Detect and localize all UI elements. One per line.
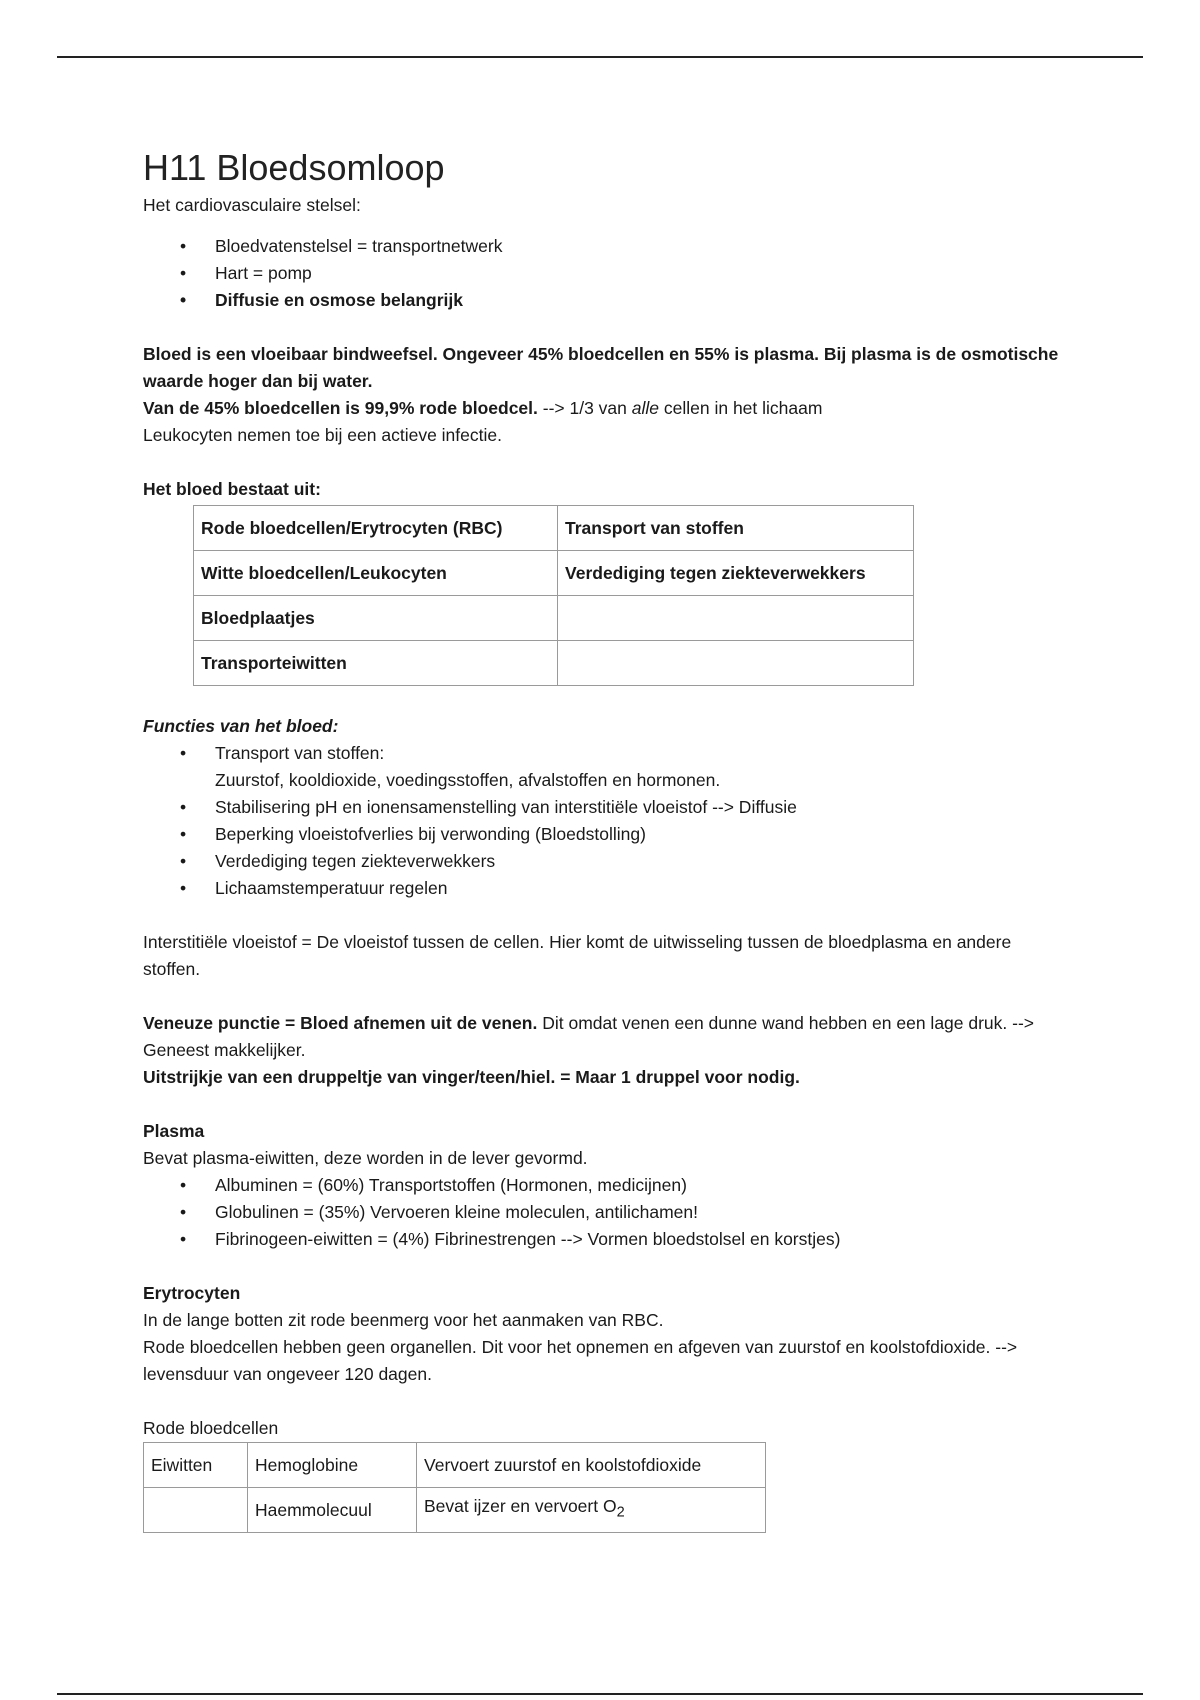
header-rule	[57, 56, 1143, 58]
list-item: • Globulinen = (35%) Vervoeren kleine moleculen, antilichamen!	[143, 1199, 1063, 1226]
table-row	[144, 1443, 766, 1488]
table-row	[144, 1488, 766, 1533]
rbc-table	[143, 1442, 766, 1533]
table-row	[194, 596, 914, 641]
table-cell	[558, 596, 914, 641]
table-row	[194, 641, 914, 686]
table-cell: Hemoglobine	[248, 1443, 417, 1488]
table-cell: Rode bloedcellen/Erytrocyten (RBC)	[194, 506, 558, 551]
table-cell: Transporteiwitten	[194, 641, 558, 686]
list-item: • Albuminen = (60%) Transportstoffen (Hormonen, medicijnen)	[143, 1172, 1063, 1199]
functions-heading: Functies van het bloed:	[143, 716, 339, 736]
list-item: • Hart = pomp	[143, 260, 1063, 287]
table-cell: Transport van stoffen	[558, 506, 914, 551]
table-cell	[144, 1488, 248, 1533]
list-item: • Lichaamstemperatuur regelen	[143, 875, 1063, 902]
table-cell: Haemmolecuul	[248, 1488, 417, 1533]
smear-text: Uitstrijkje van een druppeltje van vinger/teen/hiel. = Maar 1 druppel voor nodig.	[143, 1067, 800, 1087]
footer-rule	[57, 1693, 1143, 1695]
rbc-table-caption: Rode bloedcellen	[143, 1418, 279, 1438]
table-cell: Bevat ijzer en vervoert $O_2$	[417, 1488, 766, 1533]
list-item: • Beperking vloeistofverlies bij verwonding (Bloedstolling)	[143, 821, 1063, 848]
page-title: H11 Bloedsomloop	[143, 147, 445, 188]
erythrocytes-line1: In de lange botten zit rode beenmerg voor het aanmaken van RBC.	[143, 1310, 664, 1330]
blood-table-heading: Het bloed bestaat uit:	[143, 479, 321, 499]
table-cell: Eiwitten	[144, 1443, 248, 1488]
table-row	[194, 551, 914, 596]
list-item: • Verdediging tegen ziekteverwekkers	[143, 848, 1063, 875]
plasma-list	[143, 1172, 1063, 1253]
venous-text: Veneuze punctie = Bloed afnemen uit de venen. Dit omdat venen een dunne wand hebben en een lage druk. --> Geneest makkelijker.	[143, 1013, 1035, 1060]
leukocyte-line: Leukocyten nemen toe bij een actieve infectie.	[143, 425, 502, 445]
table-cell: Vervoert zuurstof en koolstofdioxide	[417, 1443, 766, 1488]
intro-text: Het cardiovasculaire stelsel:	[143, 195, 361, 215]
blood-cells-line: Van de 45% bloedcellen is 99,9% rode bloedcel. --> 1/3 van alle cellen in het lichaam	[143, 398, 823, 418]
table-row	[194, 506, 914, 551]
table-cell: Verdediging tegen ziekteverwekkers	[558, 551, 914, 596]
table-cell: Witte bloedcellen/Leukocyten	[194, 551, 558, 596]
list-item: • Diffusie en osmose belangrijk	[143, 287, 1063, 314]
list-item: • Stabilisering pH en ionensamenstelling van interstitiële vloeistof --> Diffusie	[143, 794, 1063, 821]
system-list	[143, 233, 1063, 314]
list-item: • Fibrinogeen-eiwitten = (4%) Fibrinestrengen --> Vormen bloedstolsel en korstjes)	[143, 1226, 1063, 1253]
plasma-heading: Plasma	[143, 1121, 205, 1141]
list-item: • Transport van stoffen: Zuurstof, kooldioxide, voedingsstoffen, afvalstoffen en hormonen.	[143, 740, 1063, 794]
blood-definition: Bloed is een vloeibaar bindweefsel. Ongeveer 45% bloedcellen en 55% is plasma. Bij plasma is de osmotische waarde hoger dan bij water.	[143, 344, 1059, 391]
erythrocytes-heading: Erytrocyten	[143, 1283, 241, 1303]
table-cell: Bloedplaatjes	[194, 596, 558, 641]
document-body	[143, 144, 1063, 1533]
functions-list	[143, 740, 1063, 902]
erythrocytes-line2: Rode bloedcellen hebben geen organellen. Dit voor het opnemen en afgeven van zuurstof en koolstofdioxide. --> levensduur van ongeveer 120 dagen.	[143, 1337, 1018, 1384]
blood-components-table	[193, 505, 914, 686]
table-cell	[558, 641, 914, 686]
interstitial-text: Interstitiële vloeistof = De vloeistof tussen de cellen. Hier komt de uitwisseling tussen de bloedplasma en andere stoffen.	[143, 932, 1012, 979]
list-item: • Bloedvatenstelsel = transportnetwerk	[143, 233, 1063, 260]
plasma-text: Bevat plasma-eiwitten, deze worden in de lever gevormd.	[143, 1148, 588, 1168]
